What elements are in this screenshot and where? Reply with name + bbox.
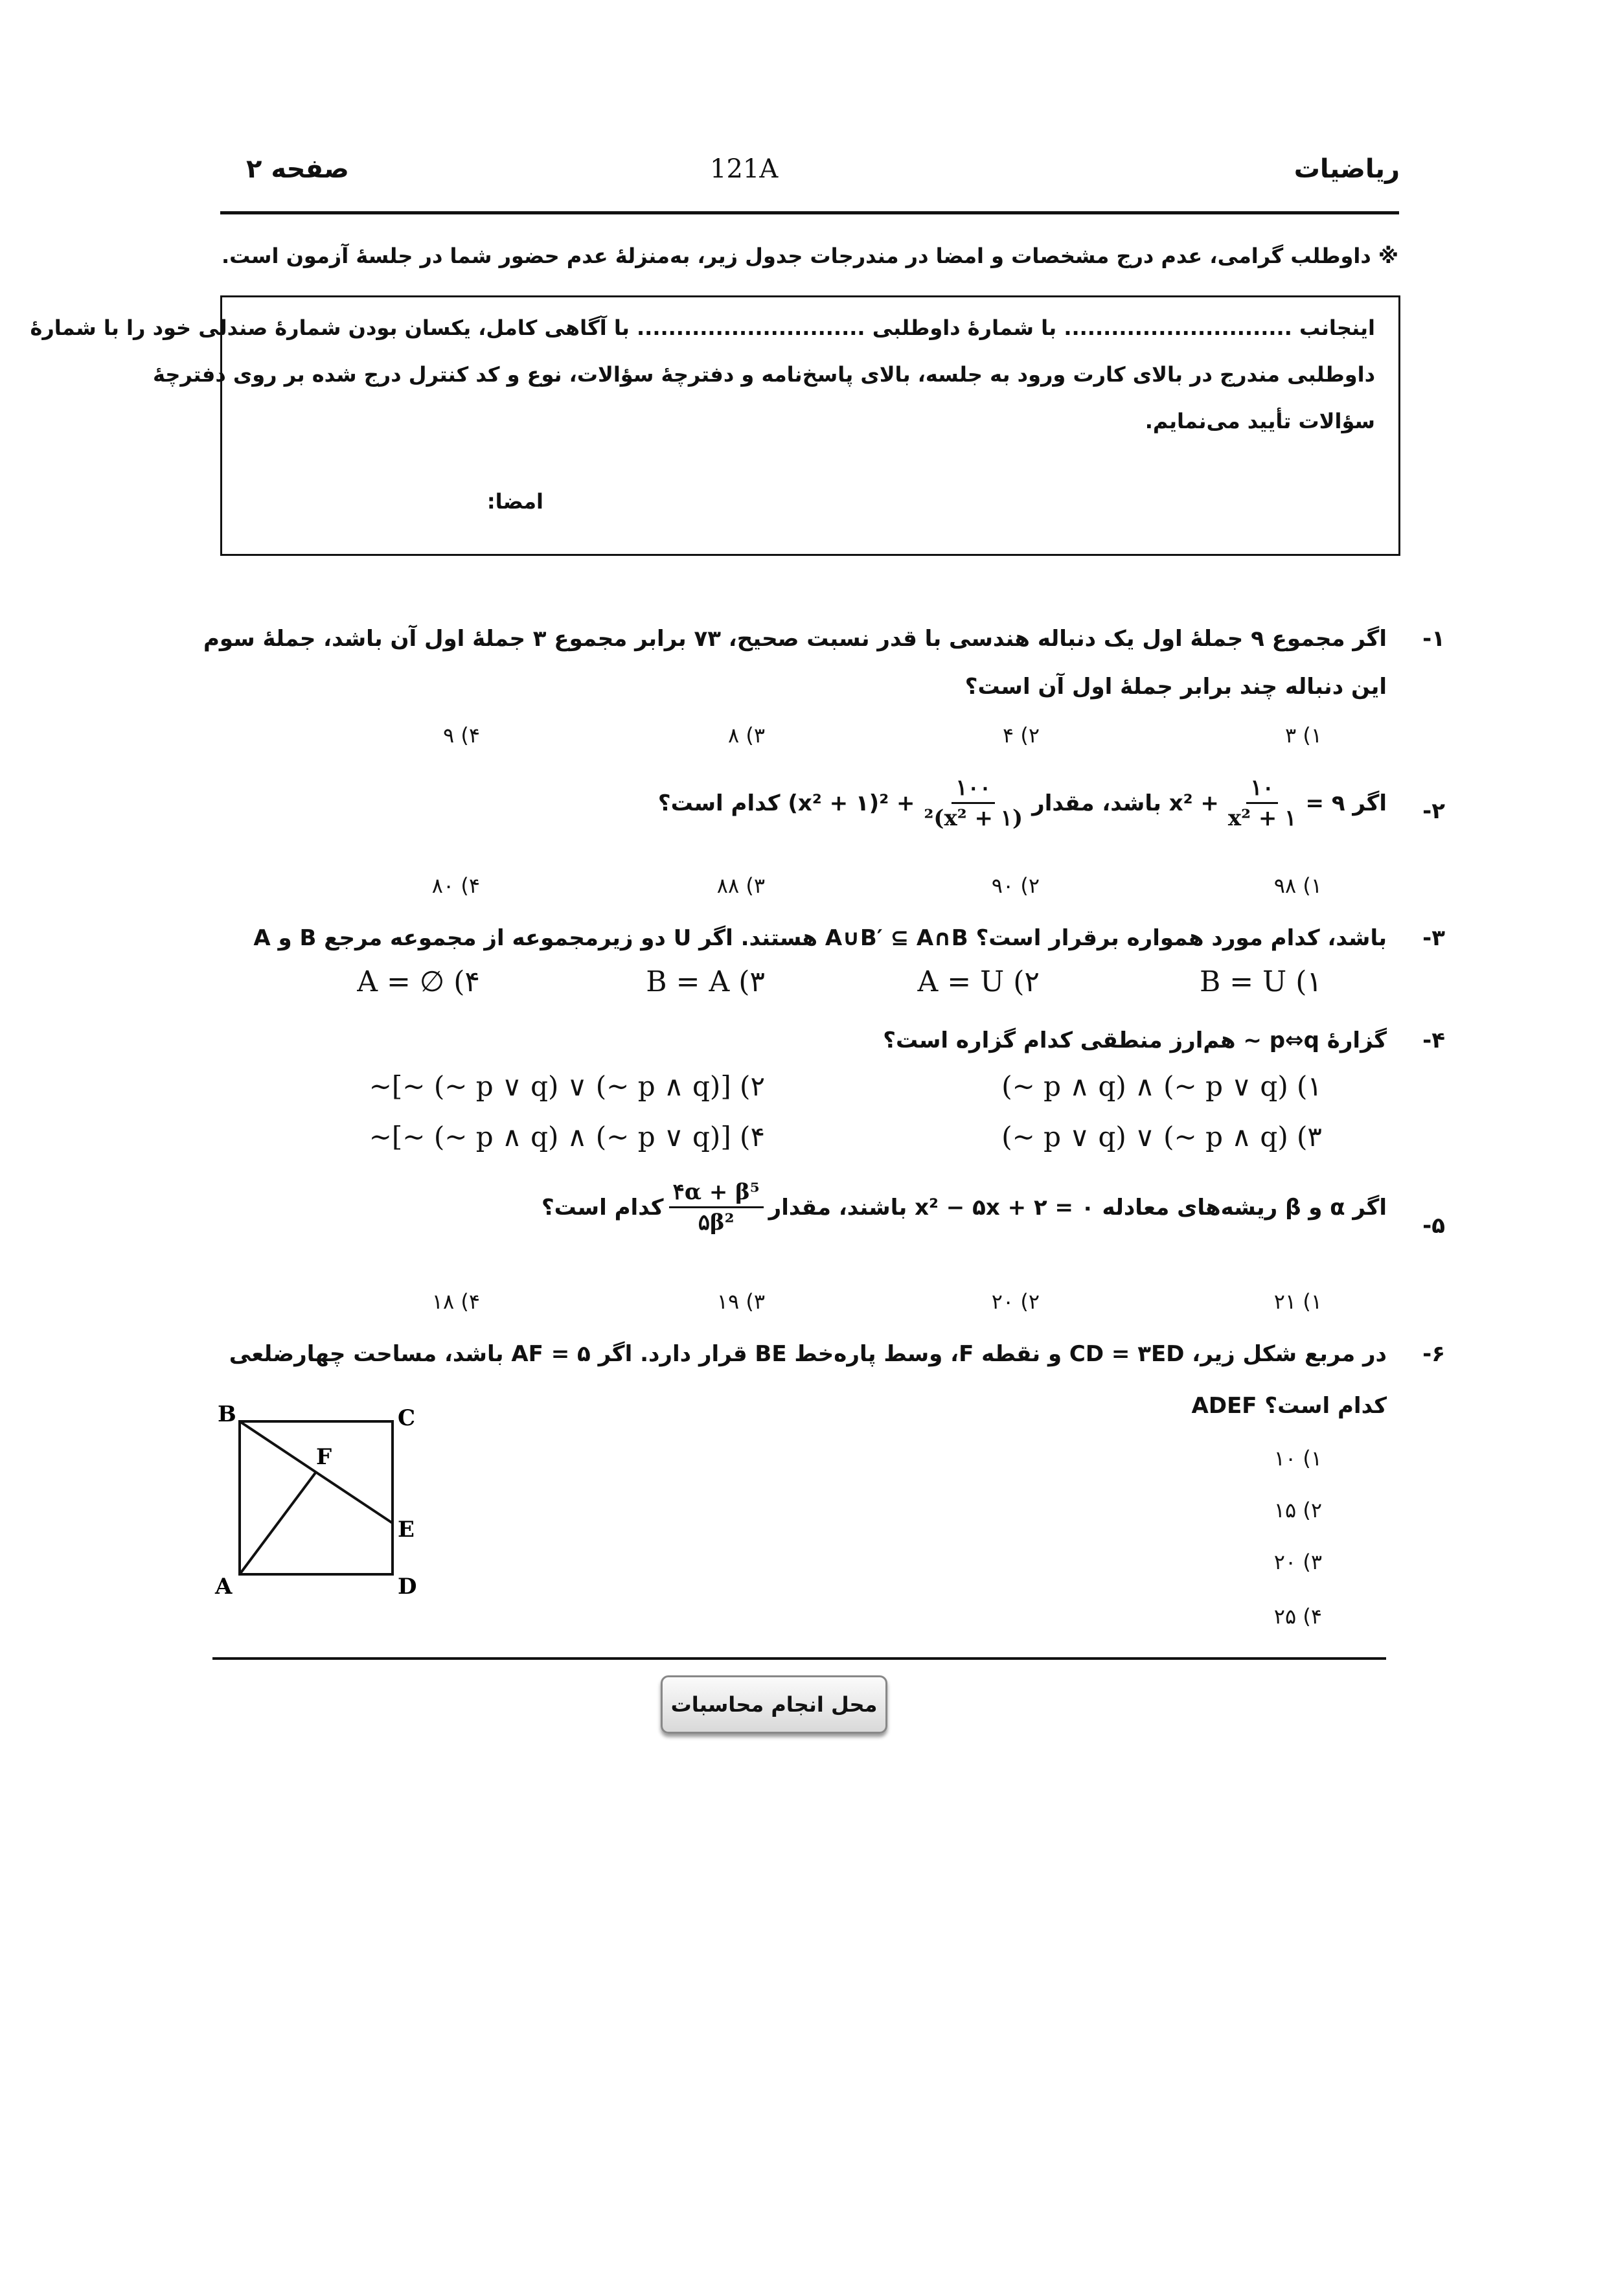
option-2[interactable]: ۴ (۲ (1002, 723, 1040, 748)
option-1[interactable]: (~ p ∧ q) ∧ (~ p ∨ q) (۱ (1001, 1070, 1322, 1102)
question-1-line-1: اگر مجموع ۹ جملهٔ اول یک دنباله هندسی با قدر نسبت صحیح، ۷۳ برابر مجموع ۳ جملهٔ اول آن باشد، جملهٔ سوم (203, 626, 1387, 652)
option-2[interactable]: A = U (۲ (917, 965, 1040, 998)
declaration-line-2: داوطلبی مندرج در بالای کارت ورود به جلسه، بالای پاسخ‌نامه و دفترچهٔ سؤالات، نوع و کد کنترل درج شده بر روی دفترچهٔ (152, 362, 1375, 387)
question-2-text (658, 775, 1387, 831)
label-b: B (218, 1401, 236, 1427)
label-d: D (398, 1574, 417, 1600)
q2-fraction-1 (1224, 775, 1301, 831)
segment-af (240, 1472, 316, 1574)
declaration-box (30, 295, 1400, 556)
option-1[interactable]: ۹۸ (۱ (1273, 873, 1322, 898)
option-2[interactable]: ~[~ (~ p ∨ q) ∨ (~ p ∧ q)] (۲ (369, 1070, 765, 1102)
question-number: -۳ (1422, 925, 1445, 951)
q2-frac1-numerator: ۱۰ (1246, 775, 1278, 804)
question-5-text (541, 1179, 1387, 1235)
signature-label: امضا: (486, 489, 543, 514)
q5-frac-denominator: ۵β² (698, 1210, 735, 1235)
question-number: -۵ (1422, 1213, 1445, 1239)
option-1[interactable]: B = U (۱ (1199, 965, 1322, 998)
question-6-line-1: در مربع شکل زیر، CD = ۳ED و نقطه F، وسط پاره‌خط BE قرار دارد. اگر AF = ۵ باشد، مساحت چهارضلعی (229, 1341, 1387, 1367)
option-4[interactable]: ۸۰ (۴ (431, 873, 480, 898)
question-number: -۶ (1422, 1341, 1445, 1367)
calculation-area-button[interactable]: محل انجام محاسبات (661, 1675, 887, 1734)
option-1[interactable]: ۳ (۱ (1284, 723, 1322, 748)
option-3[interactable]: (~ p ∨ q) ∨ (~ p ∧ q) (۳ (1001, 1121, 1322, 1153)
label-e: E (398, 1517, 415, 1543)
header-divider (220, 211, 1399, 214)
option-3[interactable]: B = A (۳ (646, 965, 765, 998)
question-number: -۱ (1422, 626, 1445, 652)
question-1-line-2: این دنباله چند برابر جملهٔ اول آن است؟ (964, 674, 1387, 700)
option-4[interactable]: ۲۵ (۴ (1273, 1604, 1322, 1629)
option-2[interactable]: ۹۰ (۲ (991, 873, 1040, 898)
q2-fraction-2 (920, 775, 1027, 831)
option-3[interactable]: ۲۰ (۳ (1273, 1550, 1322, 1574)
option-4[interactable]: ۹ (۴ (442, 723, 480, 748)
label-a: A (215, 1574, 233, 1600)
option-4[interactable]: A = ∅ (۴ (357, 965, 480, 998)
q2-suffix: + ²(۱ + x²) کدام است؟ (657, 790, 915, 816)
label-c: C (398, 1405, 416, 1431)
page-number: صفحه ۲ (246, 154, 349, 184)
q2-frac2-numerator: ۱۰۰ (952, 775, 995, 804)
declaration-line-3: سؤالات تأیید می‌نمایم. (1145, 409, 1375, 433)
option-4[interactable]: ۱۸ (۴ (431, 1289, 480, 1314)
question-4-text: گزارهٔ p⇔q ~ هم‌ارز منطقی کدام گزاره است؟ (883, 1027, 1387, 1053)
option-3[interactable]: ۸۸ (۳ (716, 873, 765, 898)
option-3[interactable]: ۸ (۳ (727, 723, 765, 748)
q5-fraction (669, 1179, 764, 1235)
option-2[interactable]: ۲۰ (۲ (991, 1289, 1040, 1314)
square-figure (207, 1393, 440, 1626)
notice-text: ※ داوطلب گرامی، عدم درج مشخصات و امضا در مندرجات جدول زیر، به‌منزلهٔ عدم حضور شما در جلسهٔ آزمون است. (221, 244, 1398, 268)
q2-middle: + x² باشد، مقدار (1032, 790, 1219, 816)
question-6-line-2: ADEF کدام است؟ (1191, 1393, 1387, 1419)
question-3-text: A و B دو زیرمجموعه از مجموعه مرجع U هستند. اگر A∪B′ ⊆ A∩B باشد، کدام مورد همواره برقرار است؟ (253, 925, 1387, 951)
subject-title: ریاضیات (1294, 154, 1400, 184)
option-4[interactable]: ~[~ (~ p ∧ q) ∧ (~ p ∨ q)] (۴ (369, 1121, 765, 1153)
q2-frac1-denominator: x² + ۱ (1227, 805, 1297, 831)
declaration-line-1: اینجانب ............................. با شمارهٔ داوطلبی ............................. با آگاهی کامل، یکسان بودن شمارهٔ صندلی خود را با شمارهٔ (30, 316, 1375, 340)
q2-prefix: اگر ۹ = (1305, 790, 1387, 816)
label-f: F (316, 1444, 332, 1470)
q2-frac2-denominator: (x² + ۱)² (924, 805, 1023, 831)
question-number: -۴ (1422, 1027, 1445, 1053)
option-2[interactable]: ۱۵ (۲ (1273, 1498, 1322, 1522)
q5-frac-numerator: ۴α + β⁵ (669, 1179, 764, 1208)
option-1[interactable]: ۱۰ (۱ (1273, 1446, 1322, 1471)
question-number: -۲ (1422, 798, 1445, 824)
option-1[interactable]: ۲۱ (۱ (1273, 1289, 1322, 1314)
option-3[interactable]: ۱۹ (۳ (716, 1289, 765, 1314)
q5-suffix: کدام است؟ (541, 1194, 664, 1221)
booklet-code: 121A (710, 154, 779, 184)
footer-divider (212, 1657, 1386, 1660)
q5-prefix: اگر α و β ریشه‌های معادله ۰ = x² − ۵x + ۲ باشند، مقدار (768, 1194, 1387, 1221)
